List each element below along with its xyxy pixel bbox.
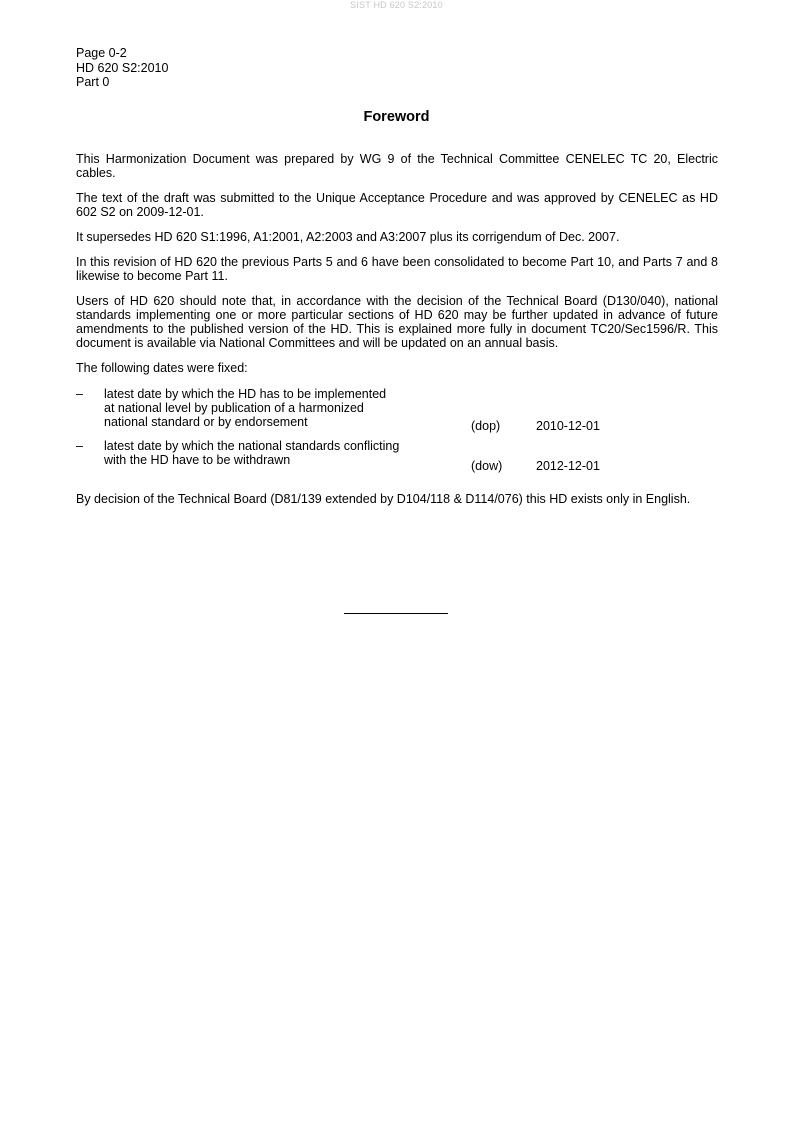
description-line: national standard or by endorsement xyxy=(104,415,308,429)
page-number: Page 0-2 xyxy=(76,46,127,60)
dates-intro: The following dates were fixed: xyxy=(76,361,248,375)
paragraph-language: By decision of the Technical Board (D81/139 extended by D104/118 & D114/076) this HD exists only in English. xyxy=(76,492,691,506)
page-title: Foreword xyxy=(363,109,430,125)
date-item-dop xyxy=(76,387,718,439)
foreword-body xyxy=(76,152,718,517)
description-line: at national level by publication of a harmonized xyxy=(104,401,364,415)
paragraph-approval: The text of the draft was submitted to the Unique Acceptance Procedure and was approved by CENELEC as HD 602 S2 on 2009-12-01. xyxy=(76,191,718,219)
date-item-dow xyxy=(76,439,718,479)
date-code: (dop) xyxy=(471,419,501,433)
date-value: 2010-12-01 xyxy=(536,419,600,433)
description-line: with the HD have to be withdrawn xyxy=(104,453,291,467)
paragraph-revision: In this revision of HD 620 the previous Parts 5 and 6 have been consolidated to become Part 10, and Parts 7 and 8 likewise to become Part 11. xyxy=(76,255,718,283)
paragraph-users-note: Users of HD 620 should note that, in accordance with the decision of the Technical Board (D130/040), national standards implementing one or more particular sections of HD 620 may be further updated in advance of future amendments to the published version of the HD. This is explained more fully in document TC20/Sec1596/R. This document is available via National Committees and will be updated on an annual basis. xyxy=(76,294,718,350)
part-label: Part 0 xyxy=(76,75,110,89)
dash-bullet: – xyxy=(76,439,83,453)
description-line: latest date by which the HD has to be implemented xyxy=(104,387,387,401)
date-item-description xyxy=(104,439,444,467)
paragraph-supersedes: It supersedes HD 620 S1:1996, A1:2001, A2:2003 and A3:2007 plus its corrigendum of Dec. 2007. xyxy=(76,230,620,244)
date-item-description xyxy=(104,387,444,429)
page-header xyxy=(76,46,168,90)
paragraph-prepared-by: This Harmonization Document was prepared by WG 9 of the Technical Committee CENELEC TC 20, Electric cables. xyxy=(76,152,718,180)
description-line: latest date by which the national standards conflicting xyxy=(104,439,400,453)
watermark: SIST HD 620 S2:2010 xyxy=(350,0,443,10)
dash-bullet: – xyxy=(76,387,83,401)
end-rule xyxy=(344,613,448,614)
document-id: HD 620 S2:2010 xyxy=(76,60,169,75)
date-value: 2012-12-01 xyxy=(536,459,600,473)
date-code: (dow) xyxy=(471,459,503,473)
